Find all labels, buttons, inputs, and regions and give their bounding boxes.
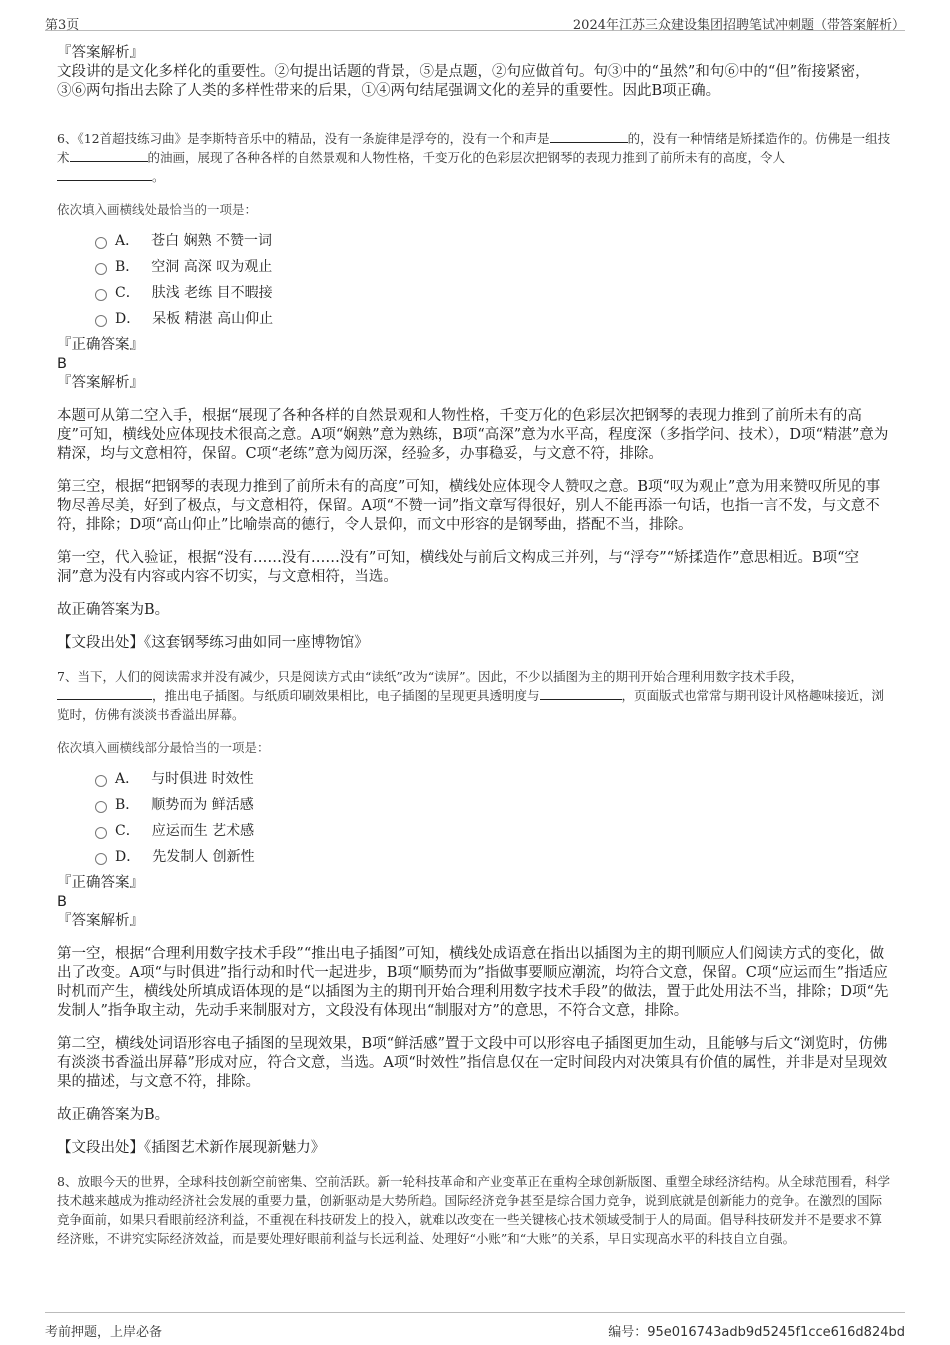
source-citation: 【文段出处】《插图艺术新作展现新魅力》 <box>57 1140 326 1156</box>
analysis-paragraph: 本题可从第二空入手，根据“展现了各种各样的自然景观和人物性格，千变万化的色彩层次把钢琴的表现力推到了前所未有的高度”可知，横线处应体现技术很高之意。A项“娴熟”意为熟练，B项“高深”意为水平高，程度深（多指学问、技术），D项“精湛”意为精深，均与文意相符，保留。C项“老练”意为阅历深，经验多，办事稳妥，与文意不符，排除。 <box>57 408 889 462</box>
document-title: 2024年江苏三众建设集团招聘笔试冲刺题（带答案解析） <box>572 18 905 33</box>
page-number: 第3页 <box>45 18 80 33</box>
option-b[interactable]: B． 顺势而为 鲜活感 <box>95 792 893 818</box>
footer-slogan: 考前押题，上岸必备 <box>45 1325 163 1340</box>
answer-blank <box>550 130 628 143</box>
answer-blank <box>70 149 148 162</box>
radio-icon[interactable] <box>95 263 107 275</box>
question-stem: 6、《12首超技练习曲》是李斯特音乐中的精品，没有一条旋律是浮夸的，没有一个和声是 的，没有一种情绪是矫揉造作的。仿佛是一组技术 的油画，展现了各种各样的自然景观和人物性格，千变万化的色彩层次把钢琴的表现力推到了前所未有的高度，令人 。 <box>57 131 891 184</box>
radio-icon[interactable] <box>95 289 107 301</box>
question-prompt: 依次填入画横线部分最恰当的一项是： <box>57 740 270 755</box>
radio-icon[interactable] <box>95 775 107 787</box>
option-c[interactable]: C． 应运而生 艺术感 <box>95 818 893 844</box>
correct-answer: B <box>57 356 67 372</box>
option-b[interactable]: B． 空洞 高深 叹为观止 <box>95 254 893 280</box>
option-d[interactable]: D． 呆板 精湛 高山仰止 <box>95 306 893 332</box>
option-a[interactable]: A． 与时俱进 时效性 <box>95 766 893 792</box>
analysis-paragraph: 第一空，根据“合理利用数字技术手段”“推出电子插图”可知，横线处成语意在指出以插图为主的期刊顺应人们阅读方式的变化，做出了改变。A项“与时俱进”指行动和时代一起进步，B项“顺势而为”指做事要顺应潮流，均符合文意，保留。C项“应运而生”指适应时机而产生，横线处所填成语体现的是“以插图为主的期刊开始合理利用数字技术手段”的做法，置于此处用法不当，排除；D项“先发制人”指争取主动，先动手来制服对方，文段没有体现出“制服对方”的意思，不符合文意，排除。 <box>57 946 889 1019</box>
question-8 <box>57 1172 893 1248</box>
analysis-text: 文段讲的是文化多样化的重要性。②句提出话题的背景，⑤是点题，②句应做首句。句③中的“虽然”和句⑥中的“但”衔接紧密，③⑥两句指出去除了人类的多样性带来的后果，①④两句结尾强调文化的差异的重要性。因此B项正确。 <box>57 64 870 99</box>
answer-blank <box>540 687 622 700</box>
option-d[interactable]: D． 先发制人 创新性 <box>95 844 893 870</box>
question-stem: 8、放眼今天的世界，全球科技创新空前密集、空前活跃。新一轮科技革命和产业变革正在重构全球创新版图、重塑全球经济结构。从全球范围看，科学技术越来越成为推动经济社会发展的重要力量，创新驱动是大势所趋。国际经济竞争甚至是综合国力竞争，说到底就是创新能力的竞争。在激烈的国际竞争面前，如果只看眼前经济利益，不重视在科技研发上的投入，就难以改变在一些关键核心技术领域受制于人的局面。倡导科技研发并不是要求不算经济账，不讲究实际经济效益，而是要处理好眼前利益与长远利益、处理好“小账”和“大账”的关系，早日实现高水平的科技自立自强。 <box>57 1174 890 1246</box>
analysis-paragraph: 第二空，横线处词语形容电子插图的呈现效果，B项“鲜活感”置于文段中可以形容电子插图更加生动，且能够与后文“浏览时，仿佛有淡淡书香溢出屏幕”形成对应，符合文意，当选。A项“时效性”指信息仅在一定时间段内对决策具有价值的属性，并非是对呈现效果的描述，与文意不符，排除。 <box>57 1036 888 1090</box>
question-6 <box>57 129 893 653</box>
document-code: 编号：95e016743adb9d5245f1cce616d824bd <box>608 1325 905 1340</box>
radio-icon[interactable] <box>95 827 107 839</box>
page-content <box>57 44 893 1248</box>
question-prompt: 依次填入画横线处最恰当的一项是： <box>57 202 258 217</box>
page-header <box>45 0 905 31</box>
correct-answer-label: 『正确答案』 <box>57 875 144 891</box>
answer-blank <box>57 687 152 700</box>
analysis-conclusion: 故正确答案为B。 <box>57 1107 170 1123</box>
option-a[interactable]: A． 苍白 娴熟 不赞一词 <box>95 228 893 254</box>
question-stem: 7、当下，人们的阅读需求并没有减少，只是阅读方式由“读纸”改为“读屏”。因此，不少以插图为主的期刊开始合理利用数字技术手段， ，推出电子插图。与纸质印刷效果相比，电子插图的呈现更具透明度与 ，页面版式也常常与期刊设计风格趣味接近，浏览时，仿佛有淡淡书香溢出屏幕。 <box>57 669 885 722</box>
analysis-label: 『答案解析』 <box>57 45 144 61</box>
options-list <box>57 228 893 332</box>
analysis-paragraph: 第一空，代入验证，根据“没有……没有……没有”可知，横线处与前后文构成三并列，与“浮夸”“矫揉造作”意思相近。B项“空洞”意为没有内容或内容不切实，与文意相符，当选。 <box>57 550 860 585</box>
prev-analysis-block <box>57 44 893 101</box>
radio-icon[interactable] <box>95 237 107 249</box>
analysis-label: 『答案解析』 <box>57 913 144 929</box>
correct-answer: B <box>57 894 67 910</box>
radio-icon[interactable] <box>95 801 107 813</box>
question-7 <box>57 667 893 1158</box>
analysis-paragraph: 第三空，根据“把钢琴的表现力推到了前所未有的高度”可知，横线处应体现令人赞叹之意。B项“叹为观止”意为用来赞叹所见的事物尽善尽美，好到了极点，与文意相符，保留。A项“不赞一词”指文章写得很好，别人不能再添一句话，也指一言不发，与文意不符，排除；D项“高山仰止”比喻崇高的德行，令人景仰，而文中形容的是钢琴曲，搭配不当，排除。 <box>57 479 881 533</box>
page-footer <box>45 1312 905 1345</box>
radio-icon[interactable] <box>95 315 107 327</box>
correct-answer-label: 『正确答案』 <box>57 337 144 353</box>
source-citation: 【文段出处】《这套钢琴练习曲如同一座博物馆》 <box>57 635 369 651</box>
answer-blank <box>57 168 152 181</box>
analysis-label: 『答案解析』 <box>57 375 144 391</box>
analysis-conclusion: 故正确答案为B。 <box>57 602 170 618</box>
radio-icon[interactable] <box>95 853 107 865</box>
options-list <box>57 766 893 870</box>
option-c[interactable]: C． 肤浅 老练 目不暇接 <box>95 280 893 306</box>
